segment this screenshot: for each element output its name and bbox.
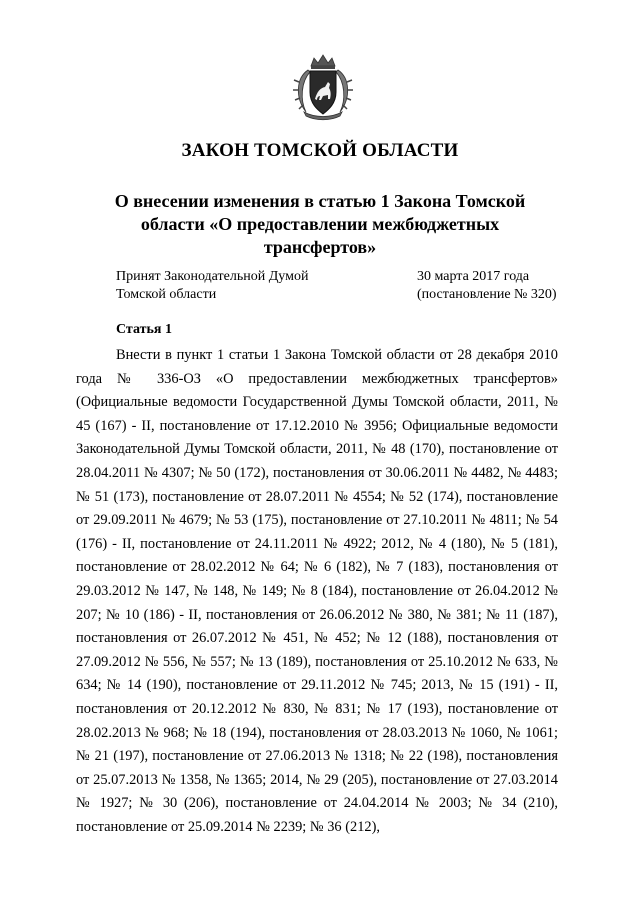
law-title: ЗАКОН ТОМСКОЙ ОБЛАСТИ: [181, 140, 459, 161]
adoption-date-block: [417, 268, 617, 304]
article-body-text: Внести в пункт 1 статьи 1 Закона Томской области от 28 декабря 2010 года № 336-ОЗ «О предоставлении межбюджетных трансфертов» (Официальные ведомости Государственной Думы Томской области, 2011, № 45 (167) - II, постановление от 17.12.2010 № 3956; Официальные ведомости Законодательной Думы Томской области, 2011, № 48 (170), постановление от 28.04.2011 № 4307; № 50 (172), постановления от 30.06.2011 № 4482, № 4483; № 51 (173), постановление от 28.07.2011 № 4554; № 52 (174), постановление от 29.09.2011 № 4679; № 53 (175), постановление от 27.10.2011 № 4811; № 54 (176) - II, постановление от 24.11.2011 № 4922; 2012, № 4 (180), № 5 (181), постановление от 28.02.2012 № 64; № 6 (182), № 7 (183), постановления от 29.03.2012 № 147, № 148, № 149; № 8 (184), постановление от 26.04.2012 № 207; № 10 (186) - II, постановления от 26.06.2012 № 380, № 381; № 11 (187), постановления от 26.07.2012 № 451, № 452; № 12 (188), постановления от 27.09.2012 № 556, № 557; № 13 (189), постановления от 25.10.2012 № 633, № 634; № 14 (190), постановление от 29.11.2012 № 745; 2013, № 15 (191) - II, постановления от 20.12.2012 № 830, № 831; № 17 (193), постановление от 28.02.2013 № 968; № 18 (194), постановления от 28.03.2013 № 1060, № 1061; № 21 (197), постановление от 27.06.2013 № 1318; № 22 (198), постановления от 25.07.2013 № 1358, № 1365; 2014, № 29 (205), постановление от 27.03.2014 № 1927; № 30 (206), постановление от 24.04.2014 № 2003; № 34 (210), постановление от 25.09.2014 № 2239; № 36 (212),: [76, 347, 558, 835]
law-subtitle: О внесении изменения в статью 1 Закона Томской области «О предоставлении межбюджетных трансфертов»: [114, 191, 526, 257]
article-heading: Статья 1: [116, 322, 172, 337]
adopted-by-block: [116, 268, 376, 304]
adopted-by-line-1: Принят Законодательной Думой: [116, 269, 309, 284]
resolution-number: (постановление № 320): [417, 287, 557, 302]
tomsk-oblast-coat-of-arms-icon: [290, 52, 356, 122]
adoption-date: 30 марта 2017 года: [417, 269, 530, 284]
adopted-by-line-2: Томской области: [116, 287, 217, 302]
